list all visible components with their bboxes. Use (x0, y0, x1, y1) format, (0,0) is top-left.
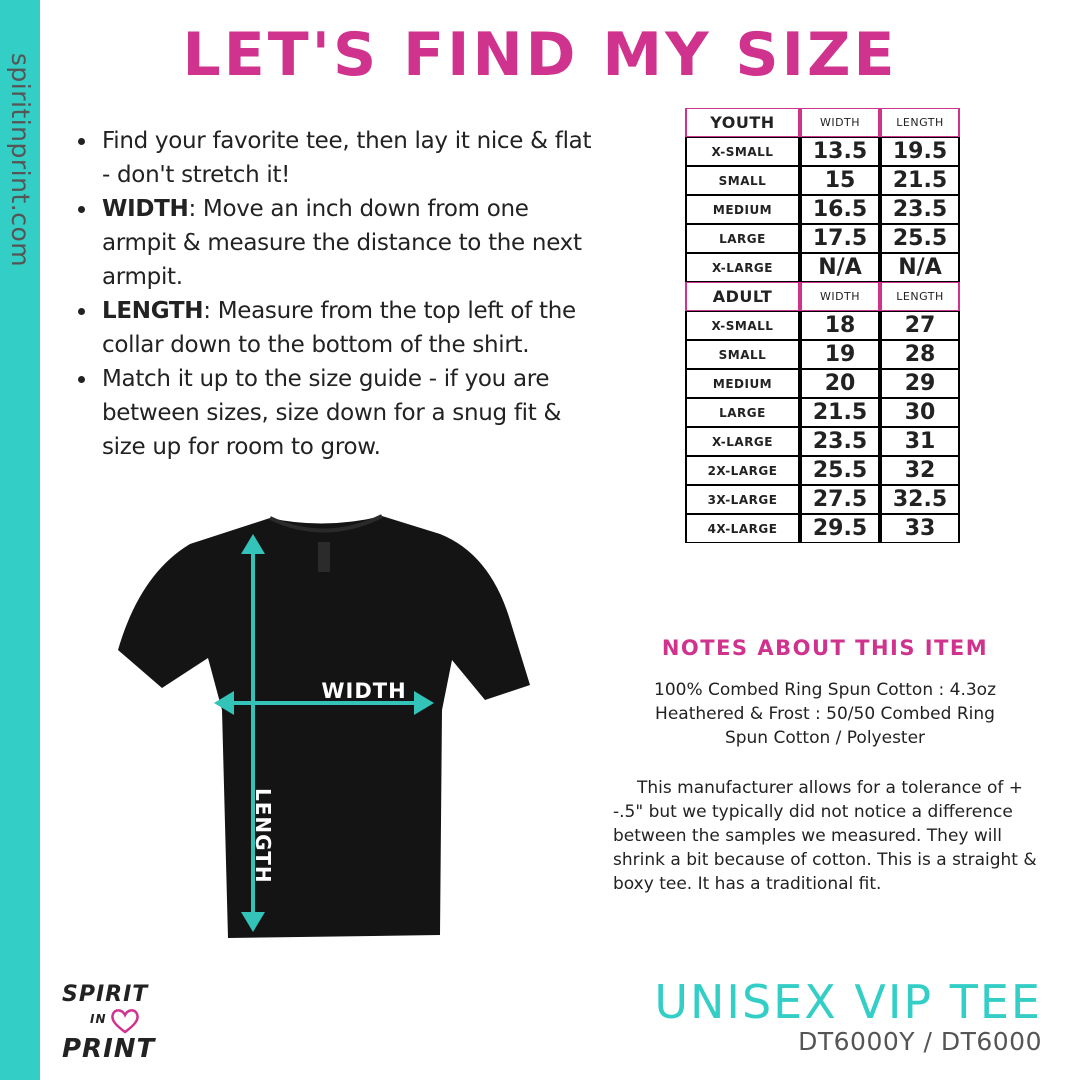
instruction-bold: WIDTH (102, 196, 189, 222)
material-line: 100% Combed Ring Spun Cotton : 4.3oz (654, 680, 996, 700)
table-row (685, 195, 960, 224)
width-value: 17.5 (800, 224, 880, 253)
size-label: 3X-LARGE (685, 485, 800, 514)
column-header-length: LENGTH (880, 108, 960, 137)
sidebar-stripe (0, 0, 40, 1080)
instruction-item (72, 294, 602, 362)
table-row (685, 456, 960, 485)
size-label: X-SMALL (685, 311, 800, 340)
instruction-text: : Move an inch down from one armpit & measure the distance to the next armpit. (102, 196, 582, 290)
instruction-text: Find your favorite tee, then lay it nice & flat - don't stretch it! (102, 128, 592, 188)
length-value: 32.5 (880, 485, 960, 514)
table-row (685, 166, 960, 195)
group-label: YOUTH (685, 108, 800, 137)
width-value: 16.5 (800, 195, 880, 224)
table-row (685, 427, 960, 456)
logo-line-print: PRINT (62, 1034, 156, 1064)
table-row (685, 253, 960, 282)
length-value: N/A (880, 253, 960, 282)
instructions-list (72, 124, 602, 464)
product-name: UNISEX VIP TEE (654, 975, 1042, 1029)
size-label: MEDIUM (685, 195, 800, 224)
width-value: 21.5 (800, 398, 880, 427)
width-value: 19 (800, 340, 880, 369)
bullet-icon (78, 308, 85, 315)
brand-logo (60, 980, 180, 1070)
size-group-header (685, 108, 960, 137)
length-value: 29 (880, 369, 960, 398)
length-label: LENGTH (251, 788, 275, 884)
table-row (685, 340, 960, 369)
tshirt-icon (118, 516, 530, 938)
neck-label-icon (318, 542, 330, 572)
size-label: X-LARGE (685, 253, 800, 282)
notes-material (610, 678, 1040, 750)
width-label: WIDTH (321, 679, 407, 703)
instruction-item (72, 124, 602, 192)
logo-line-spirit: SPIRIT (62, 982, 149, 1007)
size-label: SMALL (685, 166, 800, 195)
instruction-item (72, 362, 602, 464)
width-value: 18 (800, 311, 880, 340)
size-group-header (685, 282, 960, 311)
width-value: 29.5 (800, 514, 880, 543)
group-label: ADULT (685, 282, 800, 311)
material-line: Spun Cotton / Polyester (724, 728, 926, 748)
column-header-width: WIDTH (800, 108, 880, 137)
notes-title: NOTES ABOUT THIS ITEM (661, 636, 989, 660)
size-label: SMALL (685, 340, 800, 369)
length-value: 31 (880, 427, 960, 456)
length-value: 19.5 (880, 137, 960, 166)
size-label: 2X-LARGE (685, 456, 800, 485)
table-row (685, 485, 960, 514)
size-label: LARGE (685, 224, 800, 253)
bullet-icon (78, 376, 85, 383)
instruction-text: Match it up to the size guide - if you are between sizes, size down for a snug fit & size up for room to grow. (102, 366, 562, 460)
page-title: LET'S FIND MY SIZE (182, 20, 898, 90)
length-value: 25.5 (880, 224, 960, 253)
product-code: DT6000Y / DT6000 (798, 1027, 1042, 1056)
length-value: 33 (880, 514, 960, 543)
width-value: 23.5 (800, 427, 880, 456)
tshirt-diagram (110, 510, 550, 950)
instruction-text: : Measure from the top left of the collar down to the bottom of the shirt. (102, 298, 576, 358)
length-value: 32 (880, 456, 960, 485)
logo-line-in: IN (90, 1012, 107, 1026)
width-value: 15 (800, 166, 880, 195)
column-header-width: WIDTH (800, 282, 880, 311)
length-value: 21.5 (880, 166, 960, 195)
length-value: 28 (880, 340, 960, 369)
length-value: 30 (880, 398, 960, 427)
size-label: MEDIUM (685, 369, 800, 398)
bullet-icon (78, 138, 85, 145)
width-value: 20 (800, 369, 880, 398)
column-header-length: LENGTH (880, 282, 960, 311)
length-value: 27 (880, 311, 960, 340)
width-value: N/A (800, 253, 880, 282)
size-label: X-SMALL (685, 137, 800, 166)
bullet-icon (78, 206, 85, 213)
notes-body: This manufacturer allows for a tolerance of + -.5" but we typically did not notice a difference between the samples we measured. They will shrink a bit because of cotton. This is a straight & boxy tee. It has a traditional fit. (613, 778, 1037, 894)
instruction-bold: LENGTH (102, 298, 204, 324)
table-row (685, 398, 960, 427)
table-row (685, 369, 960, 398)
size-label: LARGE (685, 398, 800, 427)
table-row (685, 224, 960, 253)
size-label: X-LARGE (685, 427, 800, 456)
size-chart-table (685, 108, 960, 543)
width-value: 25.5 (800, 456, 880, 485)
heart-icon (110, 1008, 140, 1034)
website-text: spiritinprint.com (6, 52, 35, 268)
width-value: 27.5 (800, 485, 880, 514)
table-row (685, 514, 960, 543)
instruction-item (72, 192, 602, 294)
table-row (685, 311, 960, 340)
size-label: 4X-LARGE (685, 514, 800, 543)
material-line: Heathered & Frost : 50/50 Combed Ring (655, 704, 995, 724)
length-value: 23.5 (880, 195, 960, 224)
width-value: 13.5 (800, 137, 880, 166)
table-row (685, 137, 960, 166)
